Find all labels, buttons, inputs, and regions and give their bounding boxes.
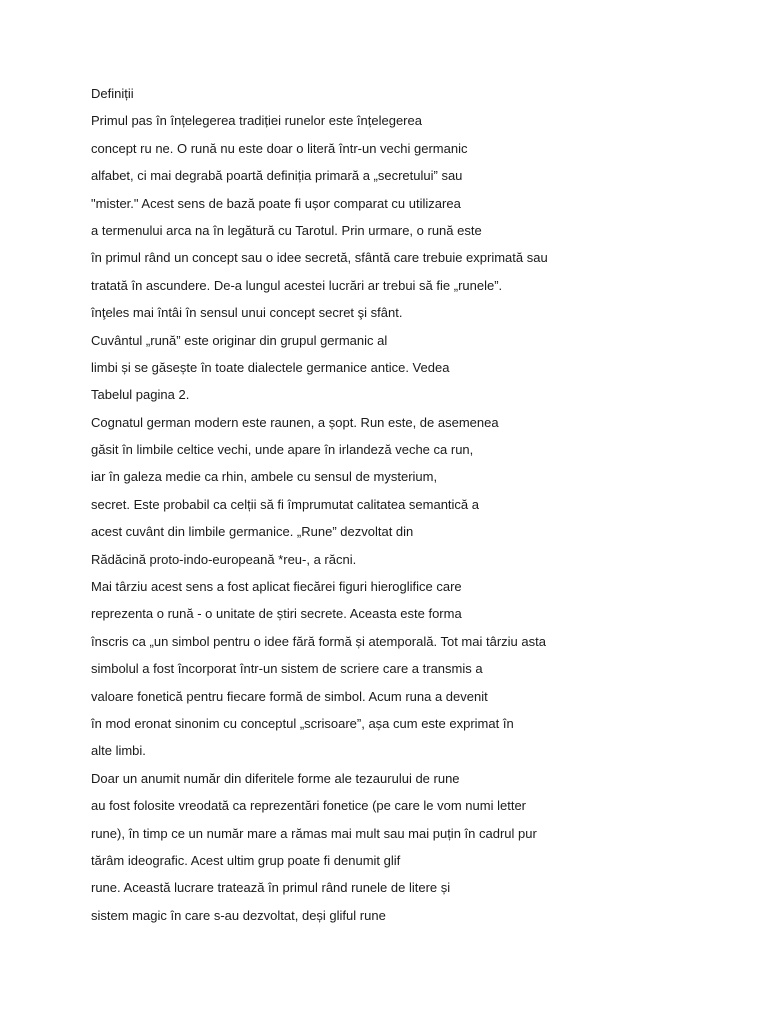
text-line: reprezenta o rună - o unitate de știri secrete. Aceasta este forma [91, 606, 462, 622]
text-line: "mister." Acest sens de bază poate fi ușor comparat cu utilizarea [91, 195, 461, 211]
text-line: concept ru ne. O rună nu este doar o literă într-un vechi germanic [91, 140, 468, 156]
text-line: simbolul a fost încorporat într-un sistem de scriere care a transmis a [91, 661, 483, 677]
text-line: Doar un anumit număr din diferitele forme ale tezaurului de rune [91, 770, 460, 786]
text-line: găsit în limbile celtice vechi, unde apare în irlandeză veche ca run, [91, 442, 474, 458]
text-line: tărâm ideografic. Acest ultim grup poate fi denumit glif [91, 852, 401, 868]
text-line: valoare fonetică pentru fiecare formă de simbol. Acum runa a devenit [91, 688, 488, 704]
text-line: limbi și se găsește în toate dialectele germanice antice. Vedea [91, 359, 450, 375]
text-line: alfabet, ci mai degrabă poartă definiția primară a „secretului” sau [91, 168, 463, 184]
text-line: în mod eronat sinonim cu conceptul „scrisoare”, așa cum este exprimat în [91, 715, 514, 731]
text-line: Mai târziu acest sens a fost aplicat fiecărei figuri hieroglifice care [91, 579, 462, 595]
text-line: în primul rând un concept sau o idee secretă, sfântă care trebuie exprimată sau [91, 250, 548, 266]
text-line: înţeles mai întâi în sensul unui concept secret şi sfânt. [91, 305, 403, 321]
text-line: Cuvântul „rună” este originar din grupul germanic al [91, 332, 388, 348]
text-line: Cognatul german modern este raunen, a șopt. Run este, de asemenea [91, 414, 499, 430]
text-line: Rădăcină proto-indo-europeană *reu-, a răcni. [91, 551, 357, 567]
text-line: rune), în timp ce un număr mare a rămas mai mult sau mai puțin în cadrul pur [91, 825, 537, 841]
text-line: tratată în ascundere. De-a lungul acestei lucrări ar trebui să fie „runele”. [91, 277, 503, 293]
text-line: înscris ca „un simbol pentru o idee fără formă și atemporală. Tot mai târziu asta [91, 633, 546, 649]
text-line: au fost folosite vreodată ca reprezentări fonetice (pe care le vom numi letter [91, 798, 526, 814]
text-line: alte limbi. [91, 743, 146, 759]
text-line: a termenului arca na în legătură cu Tarotul. Prin urmare, o rună este [91, 222, 482, 238]
text-line: Tabelul pagina 2. [91, 387, 190, 403]
document-body [91, 84, 751, 933]
heading-definitii: Definiții [91, 86, 134, 101]
text-line: acest cuvânt din limbile germanice. „Rune” dezvoltat din [91, 524, 414, 540]
text-line: secret. Este probabil ca celții să fi împrumutat calitatea semantică a [91, 496, 480, 512]
text-line: Primul pas în înțelegerea tradiției runelor este înțelegerea [91, 113, 422, 129]
text-line: iar în galeza medie ca rhin, ambele cu sensul de mysterium, [91, 469, 438, 485]
text-line: sistem magic în care s-au dezvoltat, deși gliful rune [91, 907, 386, 923]
text-line: rune. Această lucrare tratează în primul rând runele de litere și [91, 880, 451, 896]
